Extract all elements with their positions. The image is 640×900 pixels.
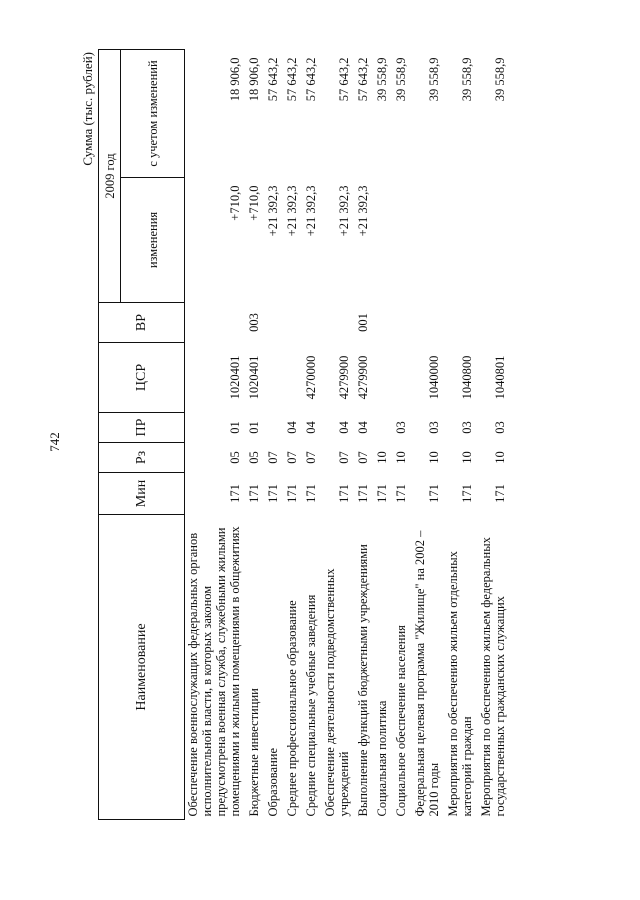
row-total: 57 643,2 — [285, 57, 299, 102]
row-pr: 03 — [427, 421, 441, 434]
row-change: +21 392,3 — [304, 185, 318, 237]
row-rz: 05 — [247, 451, 261, 464]
row-vr — [393, 303, 412, 343]
header-csr: ЦСР — [99, 343, 185, 413]
row-total: 39 558,9 — [493, 57, 507, 102]
row-pr: 01 — [228, 421, 242, 434]
row-pr — [265, 413, 284, 443]
row-csr: 1040801 — [493, 355, 507, 400]
budget-table — [98, 49, 511, 820]
row-name: Средние специальные учебные заведения — [304, 594, 318, 817]
row-csr: 4279900 — [337, 355, 351, 400]
row-min: 171 — [356, 484, 370, 503]
table-row — [265, 49, 284, 819]
row-min: 171 — [375, 484, 389, 503]
row-min: 171 — [394, 484, 408, 503]
units-label: Сумма (тыс. рублей) — [80, 52, 95, 166]
row-name: Социальная политика — [375, 700, 389, 817]
row-rz: 07 — [304, 451, 318, 464]
row-change: +21 392,3 — [356, 185, 370, 237]
row-rz: 10 — [493, 451, 507, 464]
row-min: 171 — [460, 484, 474, 503]
row-vr — [185, 303, 247, 343]
row-total: 18 906,0 — [228, 57, 242, 102]
row-change: +21 392,3 — [266, 185, 280, 237]
row-total: 57 643,2 — [337, 57, 351, 102]
row-name: Мероприятия по обеспечению жильем федеральных государственных гражданских служащих — [479, 537, 507, 817]
row-rz: 10 — [375, 451, 389, 464]
table-header — [99, 49, 185, 819]
table-row — [478, 49, 511, 819]
table-row — [412, 49, 445, 819]
header-rz: Рз — [99, 443, 185, 473]
row-name: Мероприятия по обеспечению жильем отдельных категорий граждан — [446, 551, 474, 817]
row-pr: 04 — [356, 421, 370, 434]
table-body — [185, 49, 512, 819]
row-change — [478, 178, 511, 303]
table-row — [185, 49, 247, 819]
rotated-table-area — [80, 50, 560, 820]
header-name: Наименование — [99, 515, 185, 820]
row-rz: 05 — [228, 451, 242, 464]
row-pr: 01 — [247, 421, 261, 434]
row-vr — [322, 303, 355, 343]
table-row — [303, 49, 322, 819]
row-vr: 003 — [247, 313, 261, 332]
row-name: Обеспечение военнослужащих федеральных органов исполнительной власти, в которых законом предусмотрена военная служба, служебными жилыми помещениями и жилыми помещениями в общежитиях — [186, 526, 242, 817]
row-total: 57 643,2 — [266, 57, 280, 102]
row-pr: 03 — [460, 421, 474, 434]
row-csr — [284, 343, 303, 413]
row-rz: 07 — [337, 451, 351, 464]
row-change — [412, 178, 445, 303]
row-change: +21 392,3 — [337, 185, 351, 237]
row-change — [445, 178, 478, 303]
header-vr: ВР — [99, 303, 185, 343]
row-min: 171 — [337, 484, 351, 503]
row-change — [393, 178, 412, 303]
row-rz: 07 — [266, 451, 280, 464]
row-name: Федеральная целевая программа "Жилище" на 2002 – 2010 годы — [413, 530, 441, 817]
table-row — [445, 49, 478, 819]
header-year: 2009 год — [99, 49, 121, 302]
table-canvas — [80, 50, 560, 820]
header-changes: изменения — [121, 178, 185, 303]
row-vr — [374, 303, 393, 343]
row-total: 57 643,2 — [356, 57, 370, 102]
row-pr: 04 — [337, 421, 351, 434]
row-change: +710,0 — [247, 185, 261, 221]
row-rz: 07 — [285, 451, 299, 464]
row-name: Среднее профессиональное образование — [285, 600, 299, 817]
row-name: Выполнение функций бюджетными учреждениями — [356, 544, 370, 817]
row-name: Образование — [266, 747, 280, 817]
row-min: 171 — [427, 484, 441, 503]
row-csr: 1020401 — [228, 355, 242, 400]
row-min: 171 — [266, 484, 280, 503]
row-csr: 4279900 — [356, 355, 370, 400]
table-row — [246, 49, 265, 819]
row-vr — [478, 303, 511, 343]
row-rz: 07 — [356, 451, 370, 464]
row-change — [374, 178, 393, 303]
row-total: 57 643,2 — [304, 57, 318, 102]
row-vr — [284, 303, 303, 343]
row-vr — [303, 303, 322, 343]
row-pr: 04 — [285, 421, 299, 434]
row-csr: 4270000 — [304, 355, 318, 400]
row-name: Обеспечение деятельности подведомственных учреждений — [323, 568, 351, 817]
row-csr: 1040800 — [460, 355, 474, 400]
row-vr — [445, 303, 478, 343]
row-csr: 1040000 — [427, 355, 441, 400]
row-min: 171 — [493, 484, 507, 503]
row-total: 39 558,9 — [394, 57, 408, 102]
row-min: 171 — [228, 484, 242, 503]
row-min: 171 — [247, 484, 261, 503]
header-min: Мин — [99, 473, 185, 515]
row-rz: 10 — [394, 451, 408, 464]
row-csr — [393, 343, 412, 413]
row-total: 18 906,0 — [247, 57, 261, 102]
table-row — [355, 49, 374, 819]
row-csr — [265, 343, 284, 413]
table-row — [393, 49, 412, 819]
row-total: 39 558,9 — [427, 57, 441, 102]
header-pr: ПР — [99, 413, 185, 443]
table-row — [284, 49, 303, 819]
row-vr — [412, 303, 445, 343]
page-number: 742 — [46, 432, 62, 452]
row-total: 39 558,9 — [375, 57, 389, 102]
row-pr: 04 — [304, 421, 318, 434]
row-pr: 03 — [394, 421, 408, 434]
row-name: Бюджетные инвестиции — [247, 688, 261, 817]
row-pr: 03 — [493, 421, 507, 434]
row-min: 171 — [285, 484, 299, 503]
row-pr — [374, 413, 393, 443]
row-rz: 10 — [460, 451, 474, 464]
row-csr — [374, 343, 393, 413]
row-change: +21 392,3 — [285, 185, 299, 237]
row-csr: 1020401 — [247, 355, 261, 400]
row-change: +710,0 — [228, 185, 242, 221]
table-row — [322, 49, 355, 819]
table-row — [374, 49, 393, 819]
header-with-changes: с учетом изменений — [121, 49, 185, 177]
row-min: 171 — [304, 484, 318, 503]
row-rz: 10 — [427, 451, 441, 464]
row-name: Социальное обеспечение населения — [394, 625, 408, 817]
row-vr: 001 — [356, 313, 370, 332]
row-vr — [265, 303, 284, 343]
row-total: 39 558,9 — [460, 57, 474, 102]
